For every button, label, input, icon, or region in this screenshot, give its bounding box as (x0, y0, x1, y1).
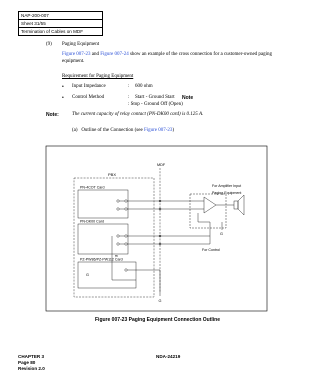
outline-figure-link[interactable]: Figure 007-23 (143, 128, 173, 133)
pw-contacts (112, 269, 136, 280)
req-item-2-note: Note (182, 95, 194, 101)
card-4cot-label: PN-4COT Card (80, 185, 105, 190)
req-item-2-sep: : (128, 95, 130, 100)
pbx-box (74, 178, 154, 297)
sheet-number: Sheet 31/55 (19, 20, 102, 28)
bullet-1: • (62, 84, 64, 90)
card-pw-label: PZ-PW86/PZ-PW112 Card (80, 257, 123, 262)
vertical-e-label: E (114, 255, 118, 258)
footer-doc: NDA-24219 (156, 354, 181, 359)
section-number: (9) (46, 42, 52, 47)
pw-ground-label: G (86, 273, 89, 277)
pbx-label: PBX (107, 172, 117, 177)
doc-id: NAP-200-007 (19, 12, 102, 20)
card-dk00-label: PN-DK00 Card (80, 219, 104, 224)
paging-equipment-label: Paging Equipment (212, 191, 242, 195)
requirement-heading: Requirement for Paging Equipment (62, 74, 134, 79)
audio-wires (127, 200, 198, 210)
para-text-1: show an example of the cross connection for a customer-owned paging (129, 52, 273, 57)
footer-revision: Revision 2.0 (18, 366, 45, 371)
req-item-2-value2: : Stop - Ground Off (Open) (128, 101, 183, 107)
footer-page: Page 80 (18, 360, 36, 365)
mdf-label: MDF (157, 163, 166, 167)
bullet-2: • (62, 95, 64, 101)
paging-equipment (190, 194, 244, 228)
footer-chapter: CHAPTER 3 (18, 354, 45, 359)
ground-wire (127, 270, 160, 296)
req-item-2-label: Control Method (72, 95, 105, 100)
section-title: Termination of Cables on MDF (21, 29, 84, 34)
control-label: For Control (202, 248, 220, 252)
outline-close: ) (172, 128, 175, 133)
outline-marker: (a) (72, 128, 78, 133)
cot-contacts (117, 200, 127, 210)
note-label: Note: (46, 112, 59, 118)
mdf-ground-label: G (158, 299, 162, 303)
para-and: and (91, 52, 99, 57)
req-item-1-value: 600 ohm (135, 84, 153, 89)
amp-ground-label: G (220, 232, 223, 236)
diagram-frame (46, 146, 267, 311)
req-item-2-value: Start - Ground Start (135, 95, 175, 100)
note-text: The current capacity of relay contact (PN-DK00 card) is 0.125 A. (72, 112, 204, 117)
card-dk00 (78, 224, 128, 254)
figure-link-1[interactable]: Figure 007-23 (62, 52, 91, 57)
para-text-2: equipment. (62, 58, 85, 64)
card-4cot (78, 190, 128, 218)
figure-link-2[interactable]: Figure 007-24 (100, 52, 129, 57)
figure-caption: Figure 007-23 Paging Equipment Connection Outline (95, 317, 221, 323)
req-item-1-sep: : (128, 84, 130, 89)
outline-text: Outline of the Connection (see (81, 128, 143, 133)
control-wires (127, 222, 210, 245)
req-item-1-label: Input Impedance (72, 84, 106, 89)
amp-input-label: For Amplifier Input (212, 184, 242, 188)
section-heading: Paging Equipment (62, 42, 100, 47)
